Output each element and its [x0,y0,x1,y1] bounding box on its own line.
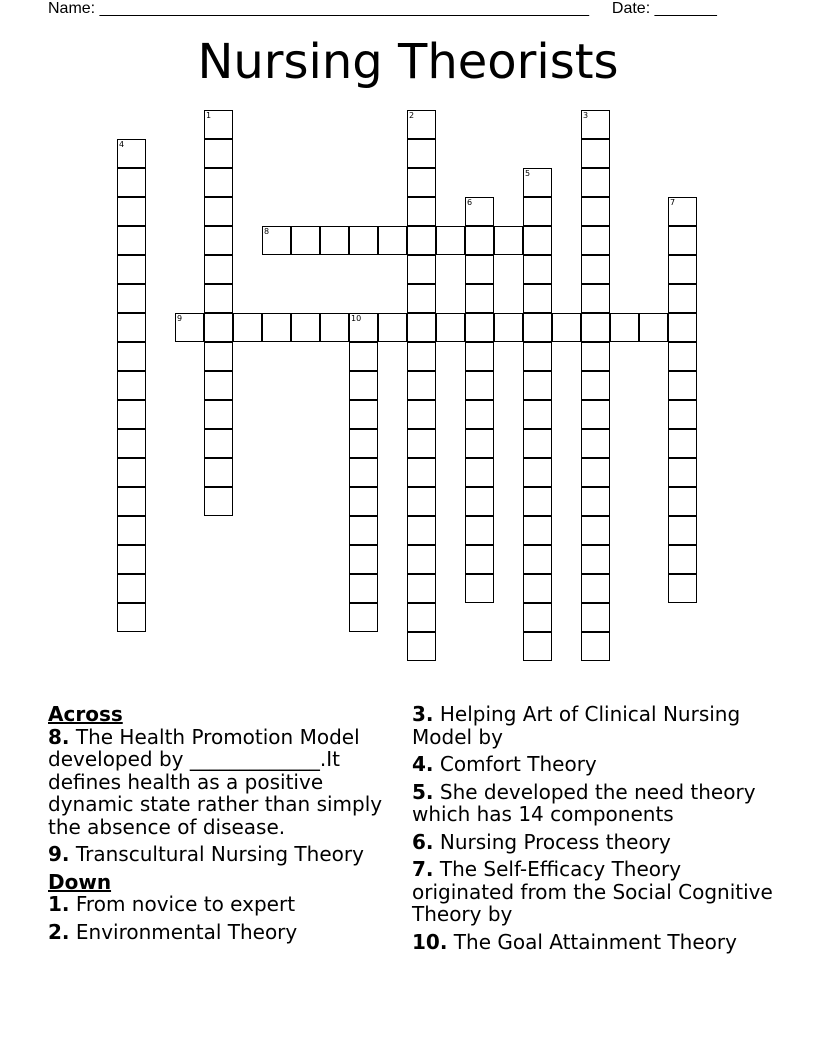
crossword-cell[interactable] [204,400,233,429]
crossword-cell[interactable] [117,574,146,603]
crossword-cell[interactable] [668,255,697,284]
crossword-cell[interactable] [349,313,378,342]
crossword-cell[interactable] [378,226,407,255]
crossword-cell[interactable] [581,226,610,255]
crossword-cell[interactable] [668,371,697,400]
crossword-cell[interactable] [668,226,697,255]
crossword-cell[interactable] [349,603,378,632]
crossword-cell[interactable] [349,545,378,574]
crossword-cell[interactable] [407,110,436,139]
crossword-cell[interactable] [407,487,436,516]
crossword-cell[interactable] [117,458,146,487]
crossword-cell[interactable] [407,458,436,487]
crossword-cell[interactable] [349,574,378,603]
clue-item [48,726,403,839]
crossword-cell[interactable] [465,226,494,255]
clue-item [48,921,403,944]
crossword-cell[interactable] [407,313,436,342]
crossword-cell[interactable] [436,313,465,342]
crossword-cell[interactable] [494,226,523,255]
date-field-label[interactable]: Date: _______ [611,0,717,17]
crossword-cell[interactable] [349,429,378,458]
crossword-cell[interactable] [262,313,291,342]
crossword-cell[interactable] [610,313,639,342]
crossword-cell[interactable] [639,313,668,342]
clue-number: 3. [412,702,434,726]
clue-number-label: 10 [351,314,362,323]
crossword-cell[interactable] [407,400,436,429]
crossword-cell[interactable] [117,226,146,255]
crossword-cell[interactable] [523,226,552,255]
clue-number-label: 9 [177,314,183,323]
crossword-cell[interactable] [349,516,378,545]
crossword-cell[interactable] [581,516,610,545]
crossword-cell[interactable] [668,487,697,516]
crossword-cell[interactable] [407,168,436,197]
crossword-cell[interactable] [204,139,233,168]
crossword-cell[interactable] [349,400,378,429]
clue-number: 6. [412,829,434,854]
crossword-cell[interactable] [581,429,610,458]
crossword-cell[interactable] [436,226,465,255]
clue-text: Environmental Theory [75,919,298,944]
crossword-cell[interactable] [465,429,494,458]
crossword-cell[interactable] [465,284,494,313]
crossword-cell[interactable] [465,342,494,371]
crossword-cell[interactable] [204,342,233,371]
clue-item [48,893,403,916]
crossword-cell[interactable] [407,545,436,574]
crossword-cell[interactable] [581,632,610,661]
crossword-cell[interactable] [465,400,494,429]
crossword-cell[interactable] [668,574,697,603]
crossword-cell[interactable] [581,313,610,342]
clue-number: 8. [48,724,70,749]
crossword-cell[interactable] [349,458,378,487]
down-heading: Down [48,869,112,894]
crossword-cell[interactable] [407,197,436,226]
crossword-cell[interactable] [523,574,552,603]
crossword-cell[interactable] [291,226,320,255]
crossword-cell[interactable] [668,400,697,429]
clues-right-column [412,703,777,958]
clue-number-label: 5 [525,169,531,178]
crossword-cell[interactable] [407,516,436,545]
crossword-cell[interactable] [581,487,610,516]
crossword-cell[interactable] [204,255,233,284]
crossword-cell[interactable] [465,197,494,226]
crossword-cell[interactable] [291,313,320,342]
crossword-cell[interactable] [320,313,349,342]
crossword-cell[interactable] [465,545,494,574]
crossword-cell[interactable] [204,168,233,197]
clue-text: The Health Promotion Model developed by _____________.It defines health as a positive dynamic state rather than simply the absence of disease. [48,724,383,839]
crossword-cell[interactable] [407,284,436,313]
crossword-cell[interactable] [581,342,610,371]
crossword-cell[interactable] [581,371,610,400]
clue-item [412,703,777,748]
crossword-cell[interactable] [262,226,291,255]
clue-number-label: 7 [670,198,676,207]
crossword-cell[interactable] [117,168,146,197]
crossword-cell[interactable] [523,545,552,574]
crossword-cell[interactable] [407,342,436,371]
crossword-cell[interactable] [523,458,552,487]
crossword-cell[interactable] [204,458,233,487]
across-heading: Across [48,702,123,726]
crossword-cell[interactable] [204,197,233,226]
clue-text: Comfort Theory [439,752,597,776]
crossword-cell[interactable] [204,487,233,516]
crossword-cell[interactable] [581,545,610,574]
crossword-cell[interactable] [668,516,697,545]
crossword-cell[interactable] [117,197,146,226]
crossword-cell[interactable] [407,574,436,603]
crossword-cell[interactable] [117,139,146,168]
crossword-cell[interactable] [523,197,552,226]
crossword-cell[interactable] [117,603,146,632]
crossword-cell[interactable] [465,458,494,487]
clue-text: The Self-Efficacy Theory originated from the Social Cognitive Theory by [412,857,773,926]
crossword-cell[interactable] [581,574,610,603]
clue-item [412,858,777,926]
crossword-cell[interactable] [523,429,552,458]
clue-item [412,781,777,826]
crossword-cell[interactable] [581,197,610,226]
crossword-cell[interactable] [523,603,552,632]
clue-item [48,843,403,866]
crossword-cell[interactable] [407,632,436,661]
crossword-cell[interactable] [407,226,436,255]
crossword-cell[interactable] [581,110,610,139]
crossword-cell[interactable] [117,429,146,458]
crossword-cell[interactable] [523,313,552,342]
crossword-cell[interactable] [668,313,697,342]
crossword-cell[interactable] [494,313,523,342]
crossword-cell[interactable] [581,458,610,487]
clue-number-label: 3 [583,111,589,120]
crossword-cell[interactable] [320,226,349,255]
clue-number: 7. [412,857,434,881]
crossword-cell[interactable] [465,255,494,284]
crossword-cell[interactable] [117,516,146,545]
clue-text: Transcultural Nursing Theory [75,842,364,866]
crossword-cell[interactable] [204,226,233,255]
crossword-cell[interactable] [117,313,146,342]
crossword-cell[interactable] [668,197,697,226]
crossword-cell[interactable] [668,429,697,458]
crossword-cell[interactable] [668,284,697,313]
crossword-cell[interactable] [117,342,146,371]
clue-number-label: 8 [264,227,270,236]
crossword-cell[interactable] [117,371,146,400]
clue-item [412,931,777,954]
crossword-cell[interactable] [523,487,552,516]
crossword-cell[interactable] [407,255,436,284]
crossword-cell[interactable] [523,255,552,284]
page-title: Nursing Theorists [197,34,619,90]
crossword-cell[interactable] [175,313,204,342]
crossword-cell[interactable] [407,371,436,400]
crossword-cell[interactable] [581,255,610,284]
clue-number-label: 1 [206,111,212,120]
clues-left-column [48,703,403,948]
crossword-cell[interactable] [523,632,552,661]
crossword-cell[interactable] [349,342,378,371]
clue-number-label: 4 [119,140,125,149]
clue-number: 9. [48,842,70,866]
clue-item [412,753,777,776]
clue-text: She developed the need theory which has 14 components [412,779,756,826]
crossword-cell[interactable] [349,487,378,516]
crossword-cell[interactable] [378,313,407,342]
crossword-cell[interactable] [581,603,610,632]
crossword-cell[interactable] [117,545,146,574]
name-field-label[interactable]: Name: _______________________________________________________ [48,0,589,17]
clue-item [412,831,777,854]
crossword-cell[interactable] [407,429,436,458]
crossword-cell[interactable] [204,429,233,458]
crossword-cell[interactable] [523,342,552,371]
crossword-cell[interactable] [117,255,146,284]
clue-number: 2. [48,919,70,944]
crossword-cell[interactable] [349,226,378,255]
crossword-cell[interactable] [349,371,378,400]
crossword-cell[interactable] [581,284,610,313]
crossword-cell[interactable] [204,110,233,139]
clue-text: The Goal Attainment Theory [453,929,737,954]
clue-number-label: 6 [467,198,473,207]
clue-number-label: 2 [409,111,415,120]
crossword-cell[interactable] [117,284,146,313]
crossword-cell[interactable] [117,400,146,429]
crossword-cell[interactable] [523,168,552,197]
clue-number: 1. [48,892,70,916]
crossword-cell[interactable] [668,545,697,574]
crossword-cell[interactable] [581,139,610,168]
crossword-cell[interactable] [523,371,552,400]
crossword-cell[interactable] [523,284,552,313]
crossword-cell[interactable] [407,603,436,632]
crossword-cell[interactable] [233,313,262,342]
crossword-cell[interactable] [465,371,494,400]
crossword-cell[interactable] [204,313,233,342]
crossword-cell[interactable] [465,487,494,516]
crossword-cell[interactable] [465,516,494,545]
clue-text: Helping Art of Clinical Nursing Model by [412,702,741,749]
crossword-cell[interactable] [117,487,146,516]
crossword-cell[interactable] [581,400,610,429]
clue-number: 5. [412,779,434,804]
crossword-cell[interactable] [581,168,610,197]
crossword-cell[interactable] [523,516,552,545]
clue-number: 4. [412,752,434,776]
crossword-cell[interactable] [523,400,552,429]
clue-text: Nursing Process theory [439,829,671,854]
clue-number: 10. [412,929,448,954]
crossword-cell[interactable] [668,342,697,371]
crossword-cell[interactable] [407,139,436,168]
crossword-cell[interactable] [465,313,494,342]
crossword-cell[interactable] [465,574,494,603]
crossword-cell[interactable] [552,313,581,342]
clue-text: From novice to expert [75,892,296,916]
crossword-cell[interactable] [204,371,233,400]
crossword-cell[interactable] [668,458,697,487]
crossword-cell[interactable] [204,284,233,313]
